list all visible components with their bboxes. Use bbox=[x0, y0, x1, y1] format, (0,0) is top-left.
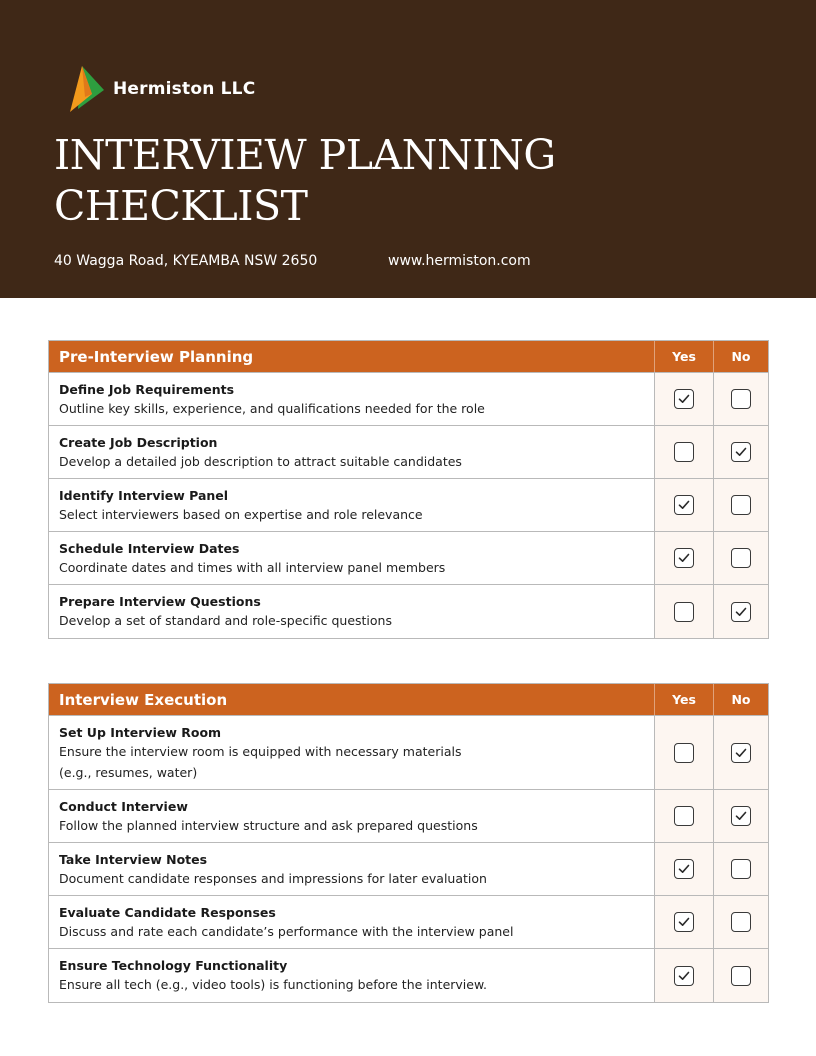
checkbox-cell-yes bbox=[654, 373, 713, 425]
checklist-item-text bbox=[49, 373, 654, 425]
checkbox-cell-yes bbox=[654, 479, 713, 531]
checkbox-yes[interactable] bbox=[674, 389, 694, 409]
checkbox-no[interactable] bbox=[731, 743, 751, 763]
checkmark-icon bbox=[735, 811, 747, 821]
checkbox-cell-no bbox=[713, 896, 768, 948]
checklist-row bbox=[49, 373, 768, 426]
checkbox-cell-no bbox=[713, 843, 768, 895]
checkbox-cell-no bbox=[713, 532, 768, 584]
checkbox-cell-yes bbox=[654, 843, 713, 895]
checklist-row bbox=[49, 790, 768, 843]
checklist-item-title: Conduct Interview bbox=[59, 799, 188, 814]
checkbox-cell-yes bbox=[654, 426, 713, 478]
checklist-item-description: Coordinate dates and times with all interview panel members bbox=[59, 560, 446, 575]
section-interview-execution bbox=[48, 683, 769, 1003]
checkbox-cell-no bbox=[713, 790, 768, 842]
checkbox-cell-no bbox=[713, 585, 768, 638]
checklist-item-text bbox=[49, 479, 654, 531]
checkbox-no[interactable] bbox=[731, 859, 751, 879]
checklist-item-title: Prepare Interview Questions bbox=[59, 594, 261, 609]
checklist-item-text bbox=[49, 949, 654, 1002]
checklist-item-description: Document candidate responses and impressions for later evaluation bbox=[59, 871, 487, 886]
checklist-row bbox=[49, 896, 768, 949]
checklist-item-text bbox=[49, 426, 654, 478]
checkmark-icon bbox=[678, 500, 690, 510]
checkbox-cell-yes bbox=[654, 949, 713, 1002]
checkmark-icon bbox=[735, 447, 747, 457]
checkmark-icon bbox=[678, 971, 690, 981]
checklist-item-title: Evaluate Candidate Responses bbox=[59, 905, 276, 920]
checklist-item-text bbox=[49, 585, 654, 638]
checkbox-yes[interactable] bbox=[674, 495, 694, 515]
checkmark-icon bbox=[678, 864, 690, 874]
checklist-item-text bbox=[49, 716, 654, 789]
checkbox-cell-no bbox=[713, 479, 768, 531]
checklist-item-description: Follow the planned interview structure and ask prepared questions bbox=[59, 818, 478, 833]
company-address: 40 Wagga Road, KYEAMBA NSW 2650 bbox=[54, 253, 318, 269]
section-header bbox=[49, 684, 768, 716]
checkbox-cell-yes bbox=[654, 790, 713, 842]
checkmark-icon bbox=[678, 394, 690, 404]
company-website[interactable]: www.hermiston.com bbox=[388, 253, 531, 269]
checkbox-cell-yes bbox=[654, 532, 713, 584]
checklist-item-description: Ensure the interview room is equipped with necessary materials bbox=[59, 744, 462, 759]
section-pre-interview-planning bbox=[48, 340, 769, 639]
checklist-item-title: Schedule Interview Dates bbox=[59, 541, 240, 556]
checklist-item-description: Outline key skills, experience, and qualifications needed for the role bbox=[59, 401, 485, 416]
checkbox-yes[interactable] bbox=[674, 548, 694, 568]
checklist-item-title: Ensure Technology Functionality bbox=[59, 958, 288, 973]
checkbox-yes[interactable] bbox=[674, 806, 694, 826]
checklist-row bbox=[49, 585, 768, 638]
checkbox-no[interactable] bbox=[731, 442, 751, 462]
checklist-item-description: Ensure all tech (e.g., video tools) is functioning before the interview. bbox=[59, 977, 488, 992]
checklist-item-title: Define Job Requirements bbox=[59, 382, 235, 397]
checklist-row bbox=[49, 426, 768, 479]
checkbox-cell-no bbox=[713, 716, 768, 789]
column-yes-label: Yes bbox=[654, 684, 713, 715]
checklist-row bbox=[49, 949, 768, 1002]
checkmark-icon bbox=[678, 917, 690, 927]
checklist-row bbox=[49, 716, 768, 790]
company-logo-icon bbox=[68, 66, 104, 112]
checklist-row bbox=[49, 479, 768, 532]
checkmark-icon bbox=[735, 748, 747, 758]
checkbox-yes[interactable] bbox=[674, 966, 694, 986]
page-title: INTERVIEW PLANNING CHECKLIST bbox=[54, 131, 556, 230]
checkmark-icon bbox=[735, 607, 747, 617]
checkbox-cell-no bbox=[713, 426, 768, 478]
checkbox-cell-yes bbox=[654, 585, 713, 638]
checkbox-no[interactable] bbox=[731, 495, 751, 515]
checklist-item-description: Discuss and rate each candidate’s performance with the interview panel bbox=[59, 924, 514, 939]
checklist-row bbox=[49, 843, 768, 896]
checklist-item-title: Identify Interview Panel bbox=[59, 488, 229, 503]
checkbox-cell-yes bbox=[654, 896, 713, 948]
checklist-item-description: Select interviewers based on expertise and role relevance bbox=[59, 507, 423, 522]
checklist-item-text bbox=[49, 790, 654, 842]
checklist-row bbox=[49, 532, 768, 585]
checklist-item-text bbox=[49, 843, 654, 895]
section-header bbox=[49, 341, 768, 373]
checkbox-cell-no bbox=[713, 949, 768, 1002]
column-no-label: No bbox=[713, 684, 768, 715]
checklist-item-description: Develop a set of standard and role-specific questions bbox=[59, 613, 392, 628]
checkbox-yes[interactable] bbox=[674, 442, 694, 462]
checkbox-no[interactable] bbox=[731, 966, 751, 986]
section-title: Pre-Interview Planning bbox=[59, 347, 254, 366]
checkbox-no[interactable] bbox=[731, 912, 751, 932]
checkbox-no[interactable] bbox=[731, 389, 751, 409]
checklist-item-description: Develop a detailed job description to attract suitable candidates bbox=[59, 454, 462, 469]
column-no-label: No bbox=[713, 341, 768, 372]
checklist-item-text bbox=[49, 532, 654, 584]
checkbox-no[interactable] bbox=[731, 548, 751, 568]
section-title: Interview Execution bbox=[59, 690, 228, 709]
checkbox-cell-no bbox=[713, 373, 768, 425]
column-yes-label: Yes bbox=[654, 341, 713, 372]
checklist-item-title: Set Up Interview Room bbox=[59, 725, 222, 740]
checklist-item-text bbox=[49, 896, 654, 948]
company-name: Hermiston LLC bbox=[113, 79, 256, 99]
checkbox-yes[interactable] bbox=[674, 859, 694, 879]
checkbox-yes[interactable] bbox=[674, 602, 694, 622]
checkbox-no[interactable] bbox=[731, 806, 751, 826]
checkbox-no[interactable] bbox=[731, 602, 751, 622]
header-banner bbox=[0, 0, 816, 298]
checkbox-yes[interactable] bbox=[674, 743, 694, 763]
checkbox-cell-yes bbox=[654, 716, 713, 789]
checkmark-icon bbox=[678, 553, 690, 563]
checklist-item-title: Take Interview Notes bbox=[59, 852, 208, 867]
checkbox-yes[interactable] bbox=[674, 912, 694, 932]
checklist-item-title: Create Job Description bbox=[59, 435, 218, 450]
checklist-item-description-line2: (e.g., resumes, water) bbox=[59, 765, 198, 780]
